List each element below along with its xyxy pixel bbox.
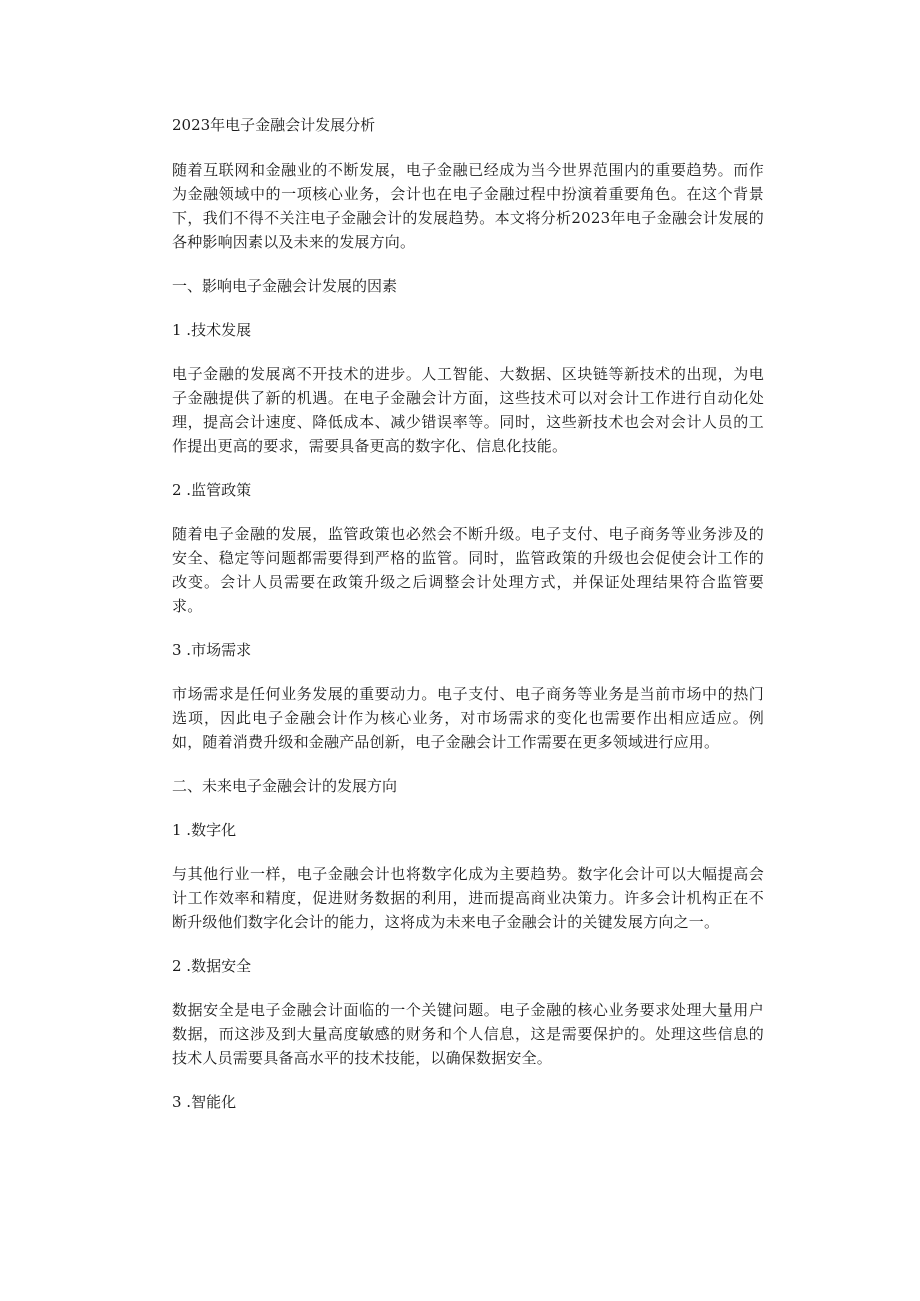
section-2-item-2-title: 2 .数据安全	[172, 957, 252, 975]
section-1-item-2-title: 2 .监管政策	[172, 481, 252, 499]
section-2-heading: 二、未来电子金融会计的发展方向	[172, 777, 398, 795]
section-1-item-3-title: 3 .市场需求	[172, 641, 252, 659]
section-2-item-3-title: 3 .智能化	[172, 1093, 237, 1111]
section-1-item-1-title: 1 .技术发展	[172, 321, 252, 339]
section-2-item-1-text: 与其他行业一样，电子金融会计也将数字化成为主要趋势。数字化会计可以大幅提高会计工作效率和精度，促进财务数据的利用，进而提高商业决策力。许多会计机构正在不断升级他们数字化会计的能力，这将成为未来电子金融会计的关键发展方向之一。	[172, 865, 764, 931]
section-2-item-2-text: 数据安全是电子金融会计面临的一个关键问题。电子金融的核心业务要求处理大量用户数据，而这涉及到大量高度敏感的财务和个人信息，这是需要保护的。处理这些信息的技术人员需要具备高水平的技术技能，以确保数据安全。	[172, 1001, 764, 1067]
section-1-item-1-text: 电子金融的发展离不开技术的进步。人工智能、大数据、区块链等新技术的出现，为电子金融提供了新的机遇。在电子金融会计方面，这些技术可以对会计工作进行自动化处理，提高会计速度、降低成本、减少错误率等。同时，这些新技术也会对会计人员的工作提出更高的要求，需要具备更高的数字化、信息化技能。	[172, 365, 764, 455]
section-1-item-2-text: 随着电子金融的发展，监管政策也必然会不断升级。电子支付、电子商务等业务涉及的安全、稳定等问题都需要得到严格的监管。同时，监管政策的升级也会促使会计工作的改变。会计人员需要在政策升级之后调整会计处理方式，并保证处理结果符合监管要求。	[172, 525, 764, 615]
intro-paragraph: 随着互联网和金融业的不断发展，电子金融已经成为当今世界范围内的重要趋势。而作为金融领域中的一项核心业务，会计也在电子金融过程中扮演着重要角色。在这个背景下，我们不得不关注电子金融会计的发展趋势。本文将分析2023年电子金融会计发展的各种影响因素以及未来的发展方向。	[172, 161, 764, 251]
section-1-heading: 一、影响电子金融会计发展的因素	[172, 277, 398, 295]
section-2-item-1-title: 1 .数字化	[172, 821, 237, 839]
document-page	[172, 110, 764, 1134]
section-1-item-3-text: 市场需求是任何业务发展的重要动力。电子支付、电子商务等业务是当前市场中的热门选项，因此电子金融会计作为核心业务，对市场需求的变化也需要作出相应适应。例如，随着消费升级和金融产品创新，电子金融会计工作需要在更多领域进行应用。	[172, 685, 764, 751]
document-title: 2023年电子金融会计发展分析	[172, 116, 376, 134]
